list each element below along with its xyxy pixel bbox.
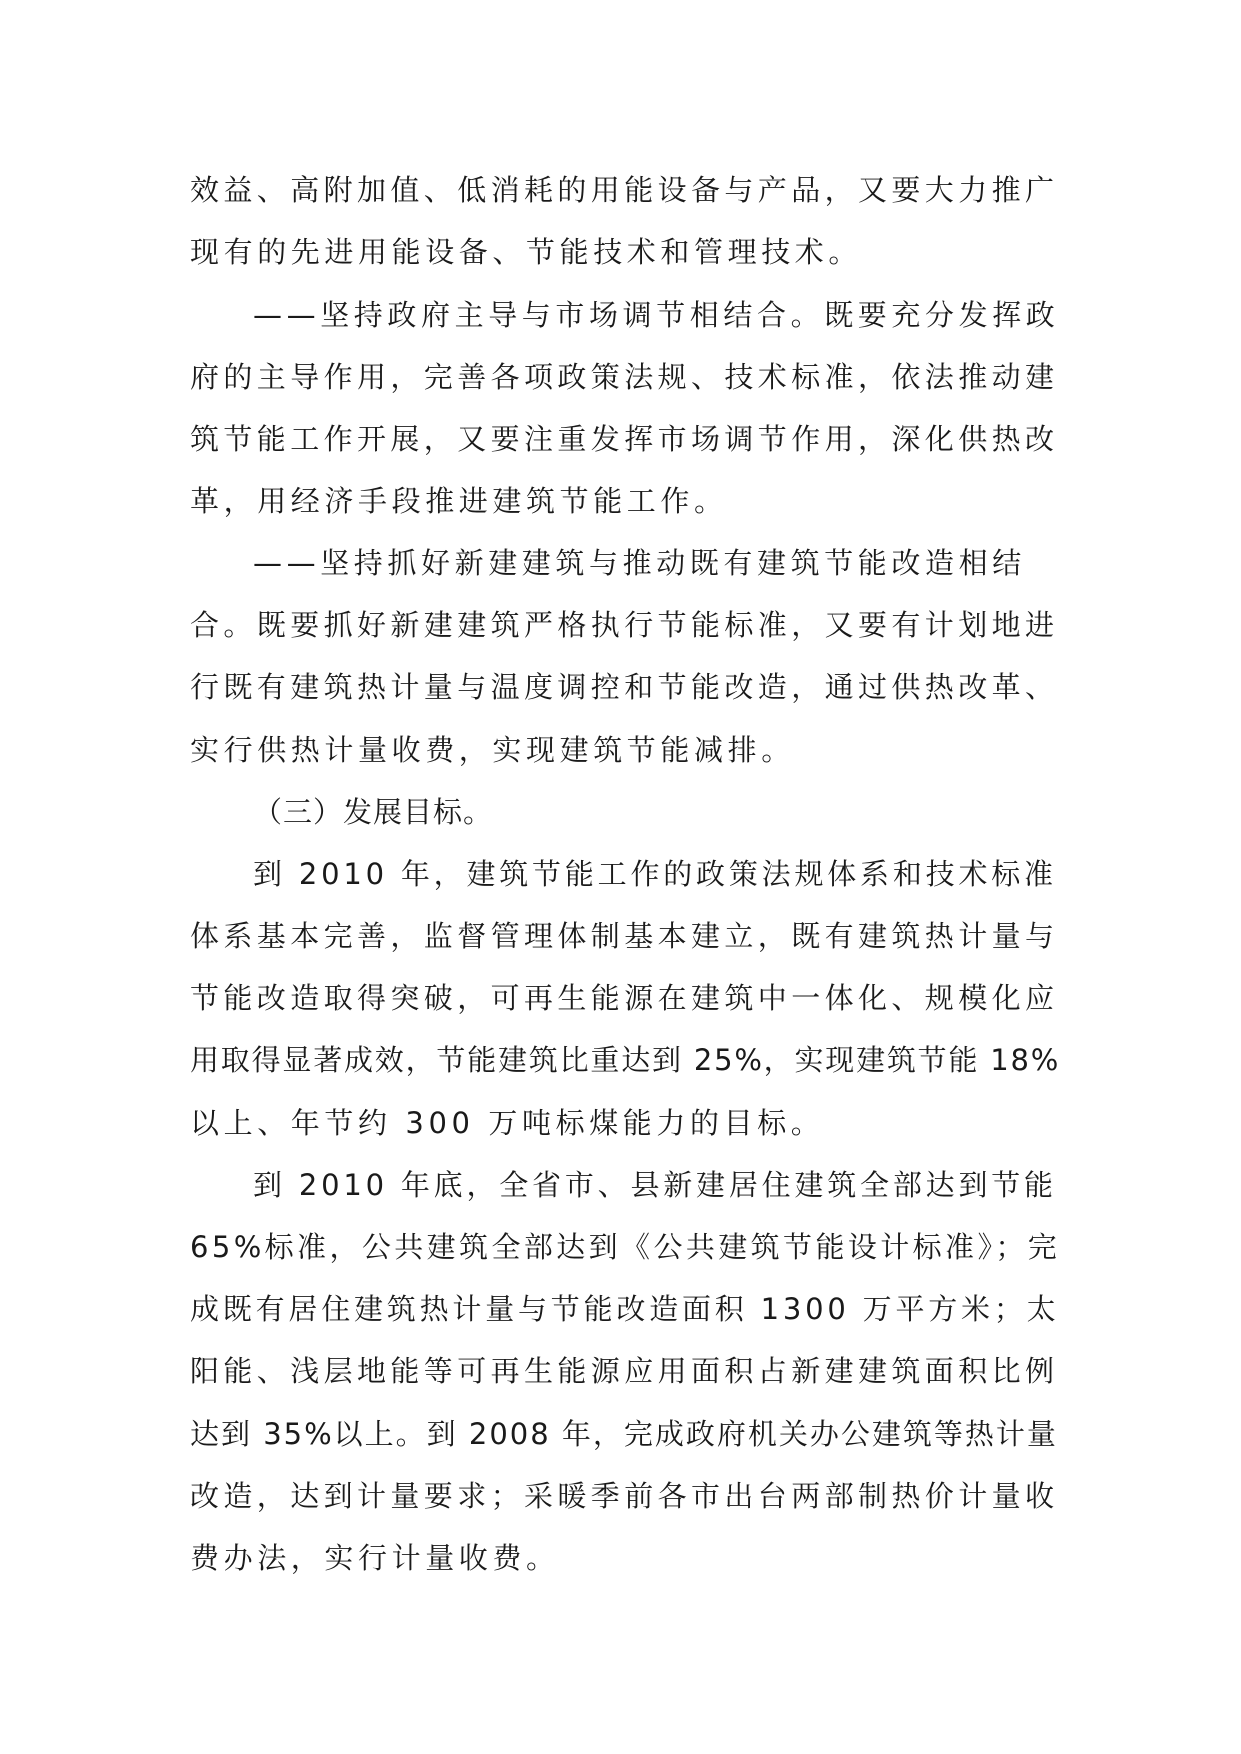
text-line: 现有的先进用能设备、节能技术和管理技术。: [190, 235, 863, 269]
text-line: 改造，达到计量要求；采暖季前各市出台两部制热价计量收: [190, 1479, 1059, 1513]
text-line: 革，用经济手段推进建筑节能工作。: [190, 484, 728, 518]
text-line: 阳能、浅层地能等可再生能源应用面积占新建建筑面积比例: [190, 1354, 1059, 1388]
text-line: 效益、高附加值、低消耗的用能设备与产品，又要大力推广: [190, 173, 1059, 207]
section-heading: （三）发展目标。: [253, 795, 494, 829]
text-line: 达到 35%以上。到 2008 年，完成政府机关办公建筑等热计量: [190, 1417, 1058, 1451]
text-line: ——坚持抓好新建建筑与推动既有建筑节能改造相结: [253, 546, 1026, 580]
text-line: 到 2010 年底，全省市、县新建居住建筑全部达到节能: [253, 1168, 1057, 1202]
text-line: 府的主导作用，完善各项政策法规、技术标准，依法推动建: [190, 360, 1059, 394]
text-line: 行既有建筑热计量与温度调控和节能改造，通过供热改革、: [190, 670, 1059, 704]
text-line: 65%标准，公共建筑全部达到《公共建筑节能设计标准》；完: [190, 1230, 1061, 1264]
text-line: 费办法，实行计量收费。: [190, 1541, 560, 1575]
text-line: 成既有居住建筑热计量与节能改造面积 1300 万平方米；太: [190, 1292, 1060, 1326]
text-line: ——坚持政府主导与市场调节相结合。既要充分发挥政: [253, 298, 1060, 332]
text-line: 节能改造取得突破，可再生能源在建筑中一体化、规模化应: [190, 981, 1059, 1015]
text-line: 以上、年节约 300 万吨标煤能力的目标。: [190, 1106, 825, 1140]
text-line: 筑节能工作开展，又要注重发挥市场调节作用，深化供热改: [190, 422, 1059, 456]
text-line: 体系基本完善，监督管理体制基本建立，既有建筑热计量与: [190, 919, 1059, 953]
text-line: 用取得显著成效，节能建筑比重达到 25%，实现建筑节能 18%: [190, 1043, 1061, 1077]
text-line: 合。既要抓好新建建筑严格执行节能标准，又要有计划地进: [190, 608, 1059, 642]
text-line: 到 2010 年，建筑节能工作的政策法规体系和技术标准: [253, 857, 1057, 891]
text-line: 实行供热计量收费，实现建筑节能减排。: [190, 733, 795, 767]
